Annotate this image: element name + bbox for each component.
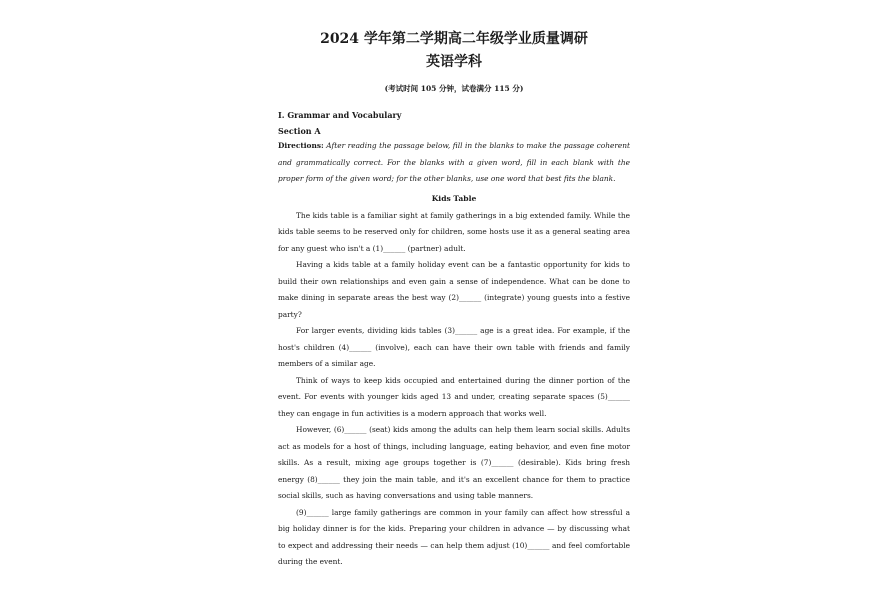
exam-subject: 英语学科 (426, 54, 482, 70)
exam-title: 2024 学年第二学期高二年级学业质量调研 (320, 31, 588, 47)
section-heading: Section A (278, 126, 321, 136)
exam-note: (考试时间 105 分钟，试卷满分 115 分) (384, 84, 524, 93)
passage-paragraph: For larger events, dividing kids tables (3)______ age is a great idea. For example, if the host's children (4)______ (involve), each can have their own table with friends and family members of a similar age. (278, 326, 630, 368)
passage-paragraph: (9)______ large family gatherings are common in your family can affect how stressful a big holiday dinner is for the kids. Preparing your children in advance — by discussing what to expect and addressing their needs — can help them adjust (10)______ and feel comfortable during the event. (278, 507, 630, 566)
exam-page (278, 30, 630, 571)
passage-paragraph: The kids table is a familiar sight at family gatherings in a big extended family. While the kids table seems to be reserved only for children, some hosts use it as a general seating area for any guest who isn't a (1)______ (partner) adult. (278, 210, 630, 253)
directions (278, 138, 630, 188)
passage-paragraph: However, (6)______ (seat) kids among the adults can help them learn social skills. Adults act as models for a host of things, including language, eating behavior, and even fine motor skills. As a result, mixing age groups together is (7)______ (desirable). Kids bring fresh energy (8)______ they join the main table, and it's an excellent chance for them to practice social skills, such as having conversations and using table manners. (278, 425, 630, 500)
passage-paragraph: Having a kids table at a family holiday event can be a fantastic opportunity for kids to build their own relationships and even gain a sense of independence. What can be done to make dining in separate areas the best way (2)______ (integrate) young guests into a festive party? (278, 260, 630, 319)
directions-text: After reading the passage below, fill in the blanks to make the passage coherent and grammatically correct. For the blanks with a given word, fill in each blank with the proper form of the given word; for the other blanks, use one word that best fits the blank. (278, 141, 630, 183)
directions-label: Directions: (278, 141, 324, 150)
part-heading: I. Grammar and Vocabulary (278, 110, 402, 120)
passage-paragraph: Think of ways to keep kids occupied and entertained during the dinner portion of the event. For events with younger kids aged 13 and under, creating separate spaces (5)______ they can engage in fun activities is a modern approach that works well. (278, 375, 630, 418)
passage-title: Kids Table (431, 193, 477, 203)
